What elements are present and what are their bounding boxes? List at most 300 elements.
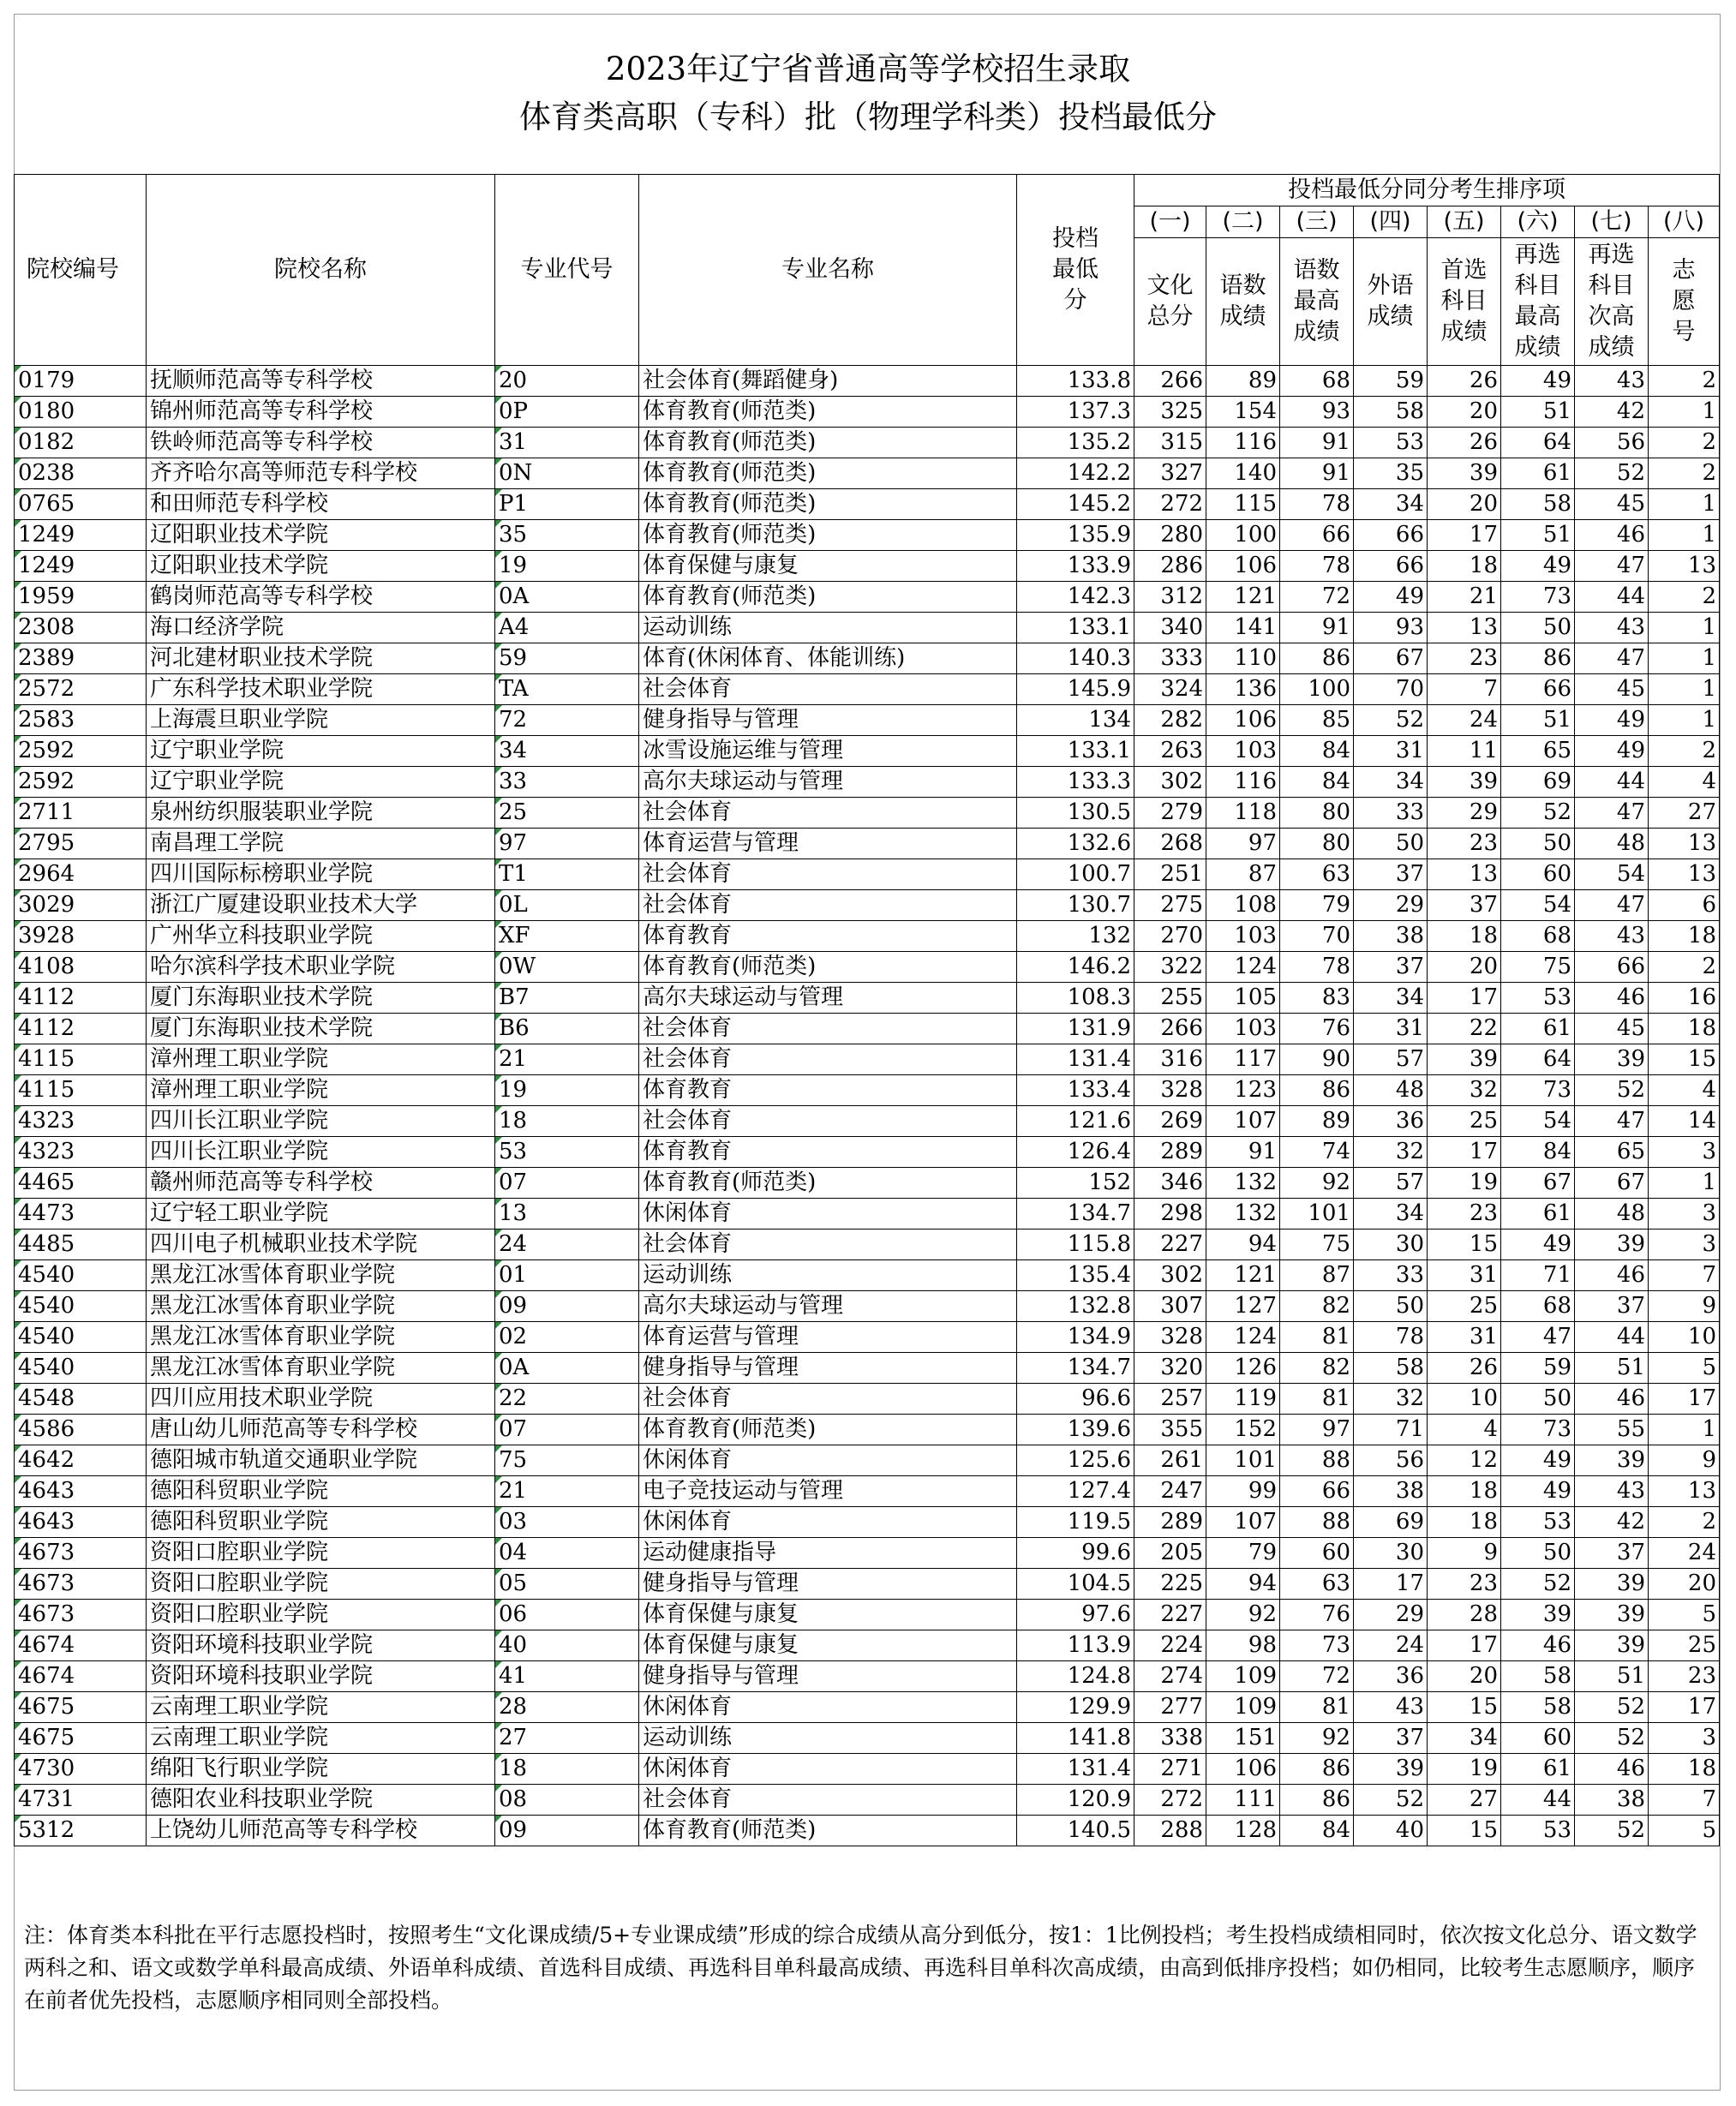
table-row xyxy=(15,1075,1720,1106)
cell-major-code: P1 xyxy=(495,489,639,520)
cell-school-code: 4642 xyxy=(15,1445,147,1476)
cell-first-subject: 15 xyxy=(1428,1692,1501,1723)
cell-school-code: 4673 xyxy=(15,1569,147,1600)
table-row xyxy=(15,1754,1720,1785)
cell-wish-no: 1 xyxy=(1649,397,1720,428)
cell-elective-second: 44 xyxy=(1575,582,1649,613)
cell-total: 275 xyxy=(1134,890,1206,921)
cell-first-subject: 23 xyxy=(1428,1199,1501,1229)
header-subnum: (六) xyxy=(1501,206,1575,238)
cell-first-subject: 31 xyxy=(1428,1322,1501,1353)
cell-school-name: 资阳口腔职业学院 xyxy=(147,1600,495,1630)
cell-major-name: 休闲体育 xyxy=(639,1754,1017,1785)
cell-min-score: 135.9 xyxy=(1017,520,1134,551)
cell-min-score: 97.6 xyxy=(1017,1600,1134,1630)
cell-cm-max: 89 xyxy=(1280,1106,1354,1137)
cell-cm-max: 72 xyxy=(1280,1661,1354,1692)
cell-foreign: 57 xyxy=(1354,1044,1428,1075)
cell-cm-max: 87 xyxy=(1280,1260,1354,1291)
cell-total: 269 xyxy=(1134,1106,1206,1137)
table-row xyxy=(15,1538,1720,1569)
cell-chinese-math: 94 xyxy=(1206,1229,1280,1260)
cell-wish-no: 13 xyxy=(1649,551,1720,582)
cell-wish-no: 13 xyxy=(1649,859,1720,890)
cell-wish-no: 25 xyxy=(1649,1630,1720,1661)
cell-cm-max: 81 xyxy=(1280,1384,1354,1415)
cell-first-subject: 23 xyxy=(1428,643,1501,674)
cell-cm-max: 81 xyxy=(1280,1692,1354,1723)
cell-foreign: 57 xyxy=(1354,1168,1428,1199)
cell-foreign: 37 xyxy=(1354,1723,1428,1754)
cell-foreign: 58 xyxy=(1354,397,1428,428)
cell-major-code: 0P xyxy=(495,397,639,428)
cell-chinese-math: 101 xyxy=(1206,1445,1280,1476)
cell-elective-max: 49 xyxy=(1501,1229,1575,1260)
cell-school-name: 赣州师范高等专科学校 xyxy=(147,1168,495,1199)
cell-first-subject: 39 xyxy=(1428,1044,1501,1075)
cell-elective-max: 49 xyxy=(1501,366,1575,397)
cell-min-score: 140.5 xyxy=(1017,1816,1134,1846)
cell-first-subject: 29 xyxy=(1428,798,1501,829)
cell-foreign: 31 xyxy=(1354,1014,1428,1044)
cell-foreign: 53 xyxy=(1354,428,1428,458)
cell-cm-max: 84 xyxy=(1280,736,1354,767)
cell-school-name: 鹤岗师范高等专科学校 xyxy=(147,582,495,613)
cell-cm-max: 82 xyxy=(1280,1291,1354,1322)
cell-major-name: 体育教育(师范类) xyxy=(639,428,1017,458)
cell-foreign: 30 xyxy=(1354,1229,1428,1260)
cell-cm-max: 66 xyxy=(1280,1476,1354,1507)
cell-total: 302 xyxy=(1134,1260,1206,1291)
cell-elective-max: 52 xyxy=(1501,798,1575,829)
cell-chinese-math: 106 xyxy=(1206,705,1280,736)
cell-school-code: 4643 xyxy=(15,1507,147,1538)
cell-foreign: 35 xyxy=(1354,458,1428,489)
cell-foreign: 59 xyxy=(1354,366,1428,397)
cell-elective-max: 73 xyxy=(1501,582,1575,613)
cell-major-name: 体育运营与管理 xyxy=(639,829,1017,859)
cell-chinese-math: 128 xyxy=(1206,1816,1280,1846)
cell-elective-second: 48 xyxy=(1575,829,1649,859)
cell-school-code: 3029 xyxy=(15,890,147,921)
cell-first-subject: 4 xyxy=(1428,1415,1501,1445)
cell-elective-second: 39 xyxy=(1575,1569,1649,1600)
cell-elective-second: 42 xyxy=(1575,397,1649,428)
table-row xyxy=(15,1260,1720,1291)
cell-elective-second: 43 xyxy=(1575,366,1649,397)
table-row xyxy=(15,1353,1720,1384)
cell-first-subject: 7 xyxy=(1428,674,1501,705)
table-row xyxy=(15,1661,1720,1692)
cell-major-code: 40 xyxy=(495,1630,639,1661)
cell-major-name: 社会体育 xyxy=(639,1014,1017,1044)
cell-foreign: 24 xyxy=(1354,1630,1428,1661)
cell-cm-max: 84 xyxy=(1280,1816,1354,1846)
table-row xyxy=(15,1600,1720,1630)
cell-total: 302 xyxy=(1134,767,1206,798)
cell-major-code: 27 xyxy=(495,1723,639,1754)
cell-major-name: 高尔夫球运动与管理 xyxy=(639,983,1017,1014)
cell-total: 247 xyxy=(1134,1476,1206,1507)
cell-elective-second: 52 xyxy=(1575,1075,1649,1106)
cell-cm-max: 63 xyxy=(1280,859,1354,890)
cell-school-code: 2795 xyxy=(15,829,147,859)
cell-school-name: 黑龙江冰雪体育职业学院 xyxy=(147,1291,495,1322)
cell-total: 340 xyxy=(1134,613,1206,643)
cell-chinese-math: 127 xyxy=(1206,1291,1280,1322)
cell-elective-second: 65 xyxy=(1575,1137,1649,1168)
cell-total: 298 xyxy=(1134,1199,1206,1229)
cell-cm-max: 70 xyxy=(1280,921,1354,952)
cell-first-subject: 20 xyxy=(1428,952,1501,983)
cell-foreign: 30 xyxy=(1354,1538,1428,1569)
cell-min-score: 130.7 xyxy=(1017,890,1134,921)
cell-school-name: 黑龙江冰雪体育职业学院 xyxy=(147,1353,495,1384)
cell-elective-max: 66 xyxy=(1501,674,1575,705)
cell-foreign: 70 xyxy=(1354,674,1428,705)
table-row xyxy=(15,551,1720,582)
cell-elective-max: 61 xyxy=(1501,1014,1575,1044)
cell-school-name: 辽阳职业技术学院 xyxy=(147,520,495,551)
cell-first-subject: 15 xyxy=(1428,1816,1501,1846)
cell-first-subject: 18 xyxy=(1428,1507,1501,1538)
cell-school-code: 4675 xyxy=(15,1692,147,1723)
cell-chinese-math: 126 xyxy=(1206,1353,1280,1384)
cell-elective-second: 54 xyxy=(1575,859,1649,890)
cell-cm-max: 84 xyxy=(1280,767,1354,798)
cell-cm-max: 86 xyxy=(1280,1754,1354,1785)
cell-major-code: 05 xyxy=(495,1569,639,1600)
cell-school-name: 铁岭师范高等专科学校 xyxy=(147,428,495,458)
cell-major-name: 电子竞技运动与管理 xyxy=(639,1476,1017,1507)
cell-chinese-math: 98 xyxy=(1206,1630,1280,1661)
cell-chinese-math: 121 xyxy=(1206,1260,1280,1291)
table-row xyxy=(15,1569,1720,1600)
cell-min-score: 133.1 xyxy=(1017,613,1134,643)
cell-total: 251 xyxy=(1134,859,1206,890)
cell-first-subject: 32 xyxy=(1428,1075,1501,1106)
cell-major-code: 0L xyxy=(495,890,639,921)
cell-cm-max: 81 xyxy=(1280,1322,1354,1353)
cell-first-subject: 13 xyxy=(1428,613,1501,643)
cell-wish-no: 14 xyxy=(1649,1106,1720,1137)
cell-wish-no: 18 xyxy=(1649,1014,1720,1044)
score-table xyxy=(14,174,1720,1846)
header-subnum: (二) xyxy=(1206,206,1280,238)
cell-school-code: 4673 xyxy=(15,1600,147,1630)
cell-min-score: 133.3 xyxy=(1017,767,1134,798)
cell-total: 227 xyxy=(1134,1600,1206,1630)
cell-wish-no: 7 xyxy=(1649,1785,1720,1816)
cell-total: 320 xyxy=(1134,1353,1206,1384)
cell-school-name: 锦州师范高等专科学校 xyxy=(147,397,495,428)
cell-major-name: 社会体育 xyxy=(639,1785,1017,1816)
table-row xyxy=(15,1384,1720,1415)
cell-min-score: 133.8 xyxy=(1017,366,1134,397)
cell-chinese-math: 117 xyxy=(1206,1044,1280,1075)
cell-major-code: 19 xyxy=(495,1075,639,1106)
cell-major-name: 社会体育 xyxy=(639,859,1017,890)
cell-elective-max: 58 xyxy=(1501,489,1575,520)
cell-wish-no: 13 xyxy=(1649,1476,1720,1507)
cell-wish-no: 2 xyxy=(1649,736,1720,767)
cell-wish-no: 7 xyxy=(1649,1260,1720,1291)
cell-wish-no: 3 xyxy=(1649,1723,1720,1754)
cell-min-score: 142.2 xyxy=(1017,458,1134,489)
cell-major-code: 06 xyxy=(495,1600,639,1630)
cell-cm-max: 72 xyxy=(1280,582,1354,613)
cell-min-score: 115.8 xyxy=(1017,1229,1134,1260)
cell-school-name: 广州华立科技职业学院 xyxy=(147,921,495,952)
cell-foreign: 32 xyxy=(1354,1384,1428,1415)
cell-school-name: 资阳环境科技职业学院 xyxy=(147,1630,495,1661)
cell-chinese-math: 103 xyxy=(1206,1014,1280,1044)
cell-major-name: 运动训练 xyxy=(639,1260,1017,1291)
cell-cm-max: 91 xyxy=(1280,428,1354,458)
cell-foreign: 34 xyxy=(1354,983,1428,1014)
cell-total: 255 xyxy=(1134,983,1206,1014)
cell-major-name: 体育教育 xyxy=(639,921,1017,952)
cell-total: 346 xyxy=(1134,1168,1206,1199)
cell-major-name: 社会体育 xyxy=(639,1106,1017,1137)
cell-total: 289 xyxy=(1134,1137,1206,1168)
cell-first-subject: 26 xyxy=(1428,428,1501,458)
cell-wish-no: 2 xyxy=(1649,952,1720,983)
cell-wish-no: 1 xyxy=(1649,613,1720,643)
cell-foreign: 38 xyxy=(1354,1476,1428,1507)
cell-elective-second: 49 xyxy=(1575,736,1649,767)
cell-school-name: 德阳农业科技职业学院 xyxy=(147,1785,495,1816)
cell-cm-max: 86 xyxy=(1280,1785,1354,1816)
table-row xyxy=(15,613,1720,643)
cell-total: 325 xyxy=(1134,397,1206,428)
cell-min-score: 135.2 xyxy=(1017,428,1134,458)
cell-elective-max: 65 xyxy=(1501,736,1575,767)
cell-major-name: 体育教育(师范类) xyxy=(639,1168,1017,1199)
cell-elective-second: 51 xyxy=(1575,1661,1649,1692)
cell-major-name: 体育教育(师范类) xyxy=(639,582,1017,613)
cell-cm-max: 78 xyxy=(1280,551,1354,582)
cell-school-name: 四川国际标榜职业学院 xyxy=(147,859,495,890)
cell-foreign: 93 xyxy=(1354,613,1428,643)
cell-school-name: 漳州理工职业学院 xyxy=(147,1044,495,1075)
cell-min-score: 145.2 xyxy=(1017,489,1134,520)
cell-elective-max: 54 xyxy=(1501,1106,1575,1137)
header-sublabel: 志愿号 xyxy=(1649,238,1720,366)
cell-foreign: 29 xyxy=(1354,890,1428,921)
table-row xyxy=(15,428,1720,458)
cell-school-name: 黑龙江冰雪体育职业学院 xyxy=(147,1260,495,1291)
cell-wish-no: 1 xyxy=(1649,1415,1720,1445)
cell-min-score: 134.7 xyxy=(1017,1199,1134,1229)
cell-major-code: 31 xyxy=(495,428,639,458)
cell-school-code: 4675 xyxy=(15,1723,147,1754)
cell-elective-second: 39 xyxy=(1575,1229,1649,1260)
cell-major-name: 体育教育(师范类) xyxy=(639,520,1017,551)
cell-foreign: 33 xyxy=(1354,798,1428,829)
cell-elective-max: 39 xyxy=(1501,1600,1575,1630)
cell-school-code: 2592 xyxy=(15,736,147,767)
cell-first-subject: 17 xyxy=(1428,1137,1501,1168)
cell-school-code: 2308 xyxy=(15,613,147,643)
cell-wish-no: 1 xyxy=(1649,674,1720,705)
cell-school-code: 4112 xyxy=(15,1014,147,1044)
cell-foreign: 32 xyxy=(1354,1137,1428,1168)
cell-total: 271 xyxy=(1134,1754,1206,1785)
cell-total: 272 xyxy=(1134,1785,1206,1816)
cell-min-score: 100.7 xyxy=(1017,859,1134,890)
cell-min-score: 120.9 xyxy=(1017,1785,1134,1816)
cell-elective-second: 66 xyxy=(1575,952,1649,983)
cell-foreign: 34 xyxy=(1354,767,1428,798)
cell-min-score: 135.4 xyxy=(1017,1260,1134,1291)
cell-school-code: 4643 xyxy=(15,1476,147,1507)
cell-chinese-math: 116 xyxy=(1206,767,1280,798)
cell-elective-max: 51 xyxy=(1501,520,1575,551)
cell-total: 328 xyxy=(1134,1075,1206,1106)
cell-min-score: 132 xyxy=(1017,921,1134,952)
cell-school-name: 广东科学技术职业学院 xyxy=(147,674,495,705)
table-row xyxy=(15,1507,1720,1538)
cell-elective-second: 47 xyxy=(1575,890,1649,921)
cell-school-name: 和田师范专科学校 xyxy=(147,489,495,520)
cell-foreign: 31 xyxy=(1354,736,1428,767)
cell-total: 316 xyxy=(1134,1044,1206,1075)
cell-chinese-math: 124 xyxy=(1206,952,1280,983)
cell-school-name: 厦门东海职业技术学院 xyxy=(147,1014,495,1044)
cell-cm-max: 86 xyxy=(1280,643,1354,674)
cell-total: 266 xyxy=(1134,366,1206,397)
cell-elective-max: 51 xyxy=(1501,397,1575,428)
table-row xyxy=(15,643,1720,674)
cell-chinese-math: 119 xyxy=(1206,1384,1280,1415)
cell-school-name: 上饶幼儿师范高等专科学校 xyxy=(147,1816,495,1846)
cell-chinese-math: 87 xyxy=(1206,859,1280,890)
cell-major-name: 运动训练 xyxy=(639,613,1017,643)
cell-school-code: 4540 xyxy=(15,1260,147,1291)
cell-foreign: 39 xyxy=(1354,1754,1428,1785)
cell-first-subject: 23 xyxy=(1428,829,1501,859)
cell-chinese-math: 106 xyxy=(1206,551,1280,582)
cell-elective-max: 59 xyxy=(1501,1353,1575,1384)
cell-first-subject: 26 xyxy=(1428,1353,1501,1384)
cell-elective-second: 37 xyxy=(1575,1291,1649,1322)
cell-chinese-math: 110 xyxy=(1206,643,1280,674)
cell-foreign: 50 xyxy=(1354,1291,1428,1322)
cell-chinese-math: 111 xyxy=(1206,1785,1280,1816)
cell-major-name: 社会体育 xyxy=(639,674,1017,705)
cell-school-code: 4730 xyxy=(15,1754,147,1785)
cell-cm-max: 90 xyxy=(1280,1044,1354,1075)
cell-elective-max: 61 xyxy=(1501,1199,1575,1229)
cell-cm-max: 97 xyxy=(1280,1415,1354,1445)
cell-foreign: 34 xyxy=(1354,1199,1428,1229)
cell-min-score: 146.2 xyxy=(1017,952,1134,983)
cell-min-score: 134.9 xyxy=(1017,1322,1134,1353)
cell-first-subject: 17 xyxy=(1428,520,1501,551)
cell-school-code: 4115 xyxy=(15,1044,147,1075)
cell-elective-max: 49 xyxy=(1501,1445,1575,1476)
cell-wish-no: 17 xyxy=(1649,1384,1720,1415)
cell-first-subject: 19 xyxy=(1428,1754,1501,1785)
cell-school-name: 上海震旦职业学院 xyxy=(147,705,495,736)
cell-min-score: 130.5 xyxy=(1017,798,1134,829)
cell-chinese-math: 97 xyxy=(1206,829,1280,859)
cell-elective-max: 53 xyxy=(1501,1507,1575,1538)
cell-school-name: 辽宁轻工职业学院 xyxy=(147,1199,495,1229)
cell-school-code: 1959 xyxy=(15,582,147,613)
cell-first-subject: 28 xyxy=(1428,1600,1501,1630)
cell-min-score: 131.4 xyxy=(1017,1754,1134,1785)
cell-elective-max: 49 xyxy=(1501,1476,1575,1507)
cell-first-subject: 23 xyxy=(1428,1569,1501,1600)
cell-first-subject: 39 xyxy=(1428,767,1501,798)
cell-total: 270 xyxy=(1134,921,1206,952)
header-school-code: 院校编号 xyxy=(15,175,147,366)
cell-elective-second: 51 xyxy=(1575,1353,1649,1384)
cell-major-name: 健身指导与管理 xyxy=(639,1661,1017,1692)
table-row xyxy=(15,1816,1720,1846)
cell-wish-no: 13 xyxy=(1649,829,1720,859)
cell-major-code: XF xyxy=(495,921,639,952)
cell-major-name: 体育教育(师范类) xyxy=(639,397,1017,428)
cell-elective-second: 55 xyxy=(1575,1415,1649,1445)
cell-major-code: 75 xyxy=(495,1445,639,1476)
table-row xyxy=(15,366,1720,397)
cell-school-name: 资阳口腔职业学院 xyxy=(147,1538,495,1569)
cell-school-code: 4540 xyxy=(15,1291,147,1322)
cell-elective-second: 39 xyxy=(1575,1630,1649,1661)
cell-chinese-math: 136 xyxy=(1206,674,1280,705)
cell-total: 272 xyxy=(1134,489,1206,520)
cell-first-subject: 25 xyxy=(1428,1106,1501,1137)
cell-first-subject: 31 xyxy=(1428,1260,1501,1291)
cell-min-score: 108.3 xyxy=(1017,983,1134,1014)
cell-elective-max: 51 xyxy=(1501,705,1575,736)
cell-school-name: 黑龙江冰雪体育职业学院 xyxy=(147,1322,495,1353)
cell-wish-no: 18 xyxy=(1649,921,1720,952)
cell-wish-no: 2 xyxy=(1649,1507,1720,1538)
cell-elective-second: 52 xyxy=(1575,1723,1649,1754)
cell-school-code: 0765 xyxy=(15,489,147,520)
header-major-code: 专业代号 xyxy=(495,175,639,366)
table-row xyxy=(15,952,1720,983)
header-subnum: (八) xyxy=(1649,206,1720,238)
cell-foreign: 37 xyxy=(1354,952,1428,983)
cell-major-code: 07 xyxy=(495,1415,639,1445)
cell-school-code: 4323 xyxy=(15,1137,147,1168)
cell-major-code: 09 xyxy=(495,1291,639,1322)
cell-total: 282 xyxy=(1134,705,1206,736)
cell-school-code: 4548 xyxy=(15,1384,147,1415)
cell-chinese-math: 116 xyxy=(1206,428,1280,458)
cell-school-code: 2572 xyxy=(15,674,147,705)
cell-chinese-math: 91 xyxy=(1206,1137,1280,1168)
cell-school-name: 辽宁职业学院 xyxy=(147,736,495,767)
cell-elective-second: 47 xyxy=(1575,643,1649,674)
table-row xyxy=(15,1044,1720,1075)
cell-wish-no: 4 xyxy=(1649,1075,1720,1106)
cell-school-code: 5312 xyxy=(15,1816,147,1846)
cell-elective-max: 64 xyxy=(1501,1044,1575,1075)
cell-total: 224 xyxy=(1134,1630,1206,1661)
cell-elective-second: 52 xyxy=(1575,1692,1649,1723)
cell-total: 338 xyxy=(1134,1723,1206,1754)
header-subnum: (七) xyxy=(1575,206,1649,238)
cell-first-subject: 27 xyxy=(1428,1785,1501,1816)
cell-total: 205 xyxy=(1134,1538,1206,1569)
cell-cm-max: 60 xyxy=(1280,1538,1354,1569)
